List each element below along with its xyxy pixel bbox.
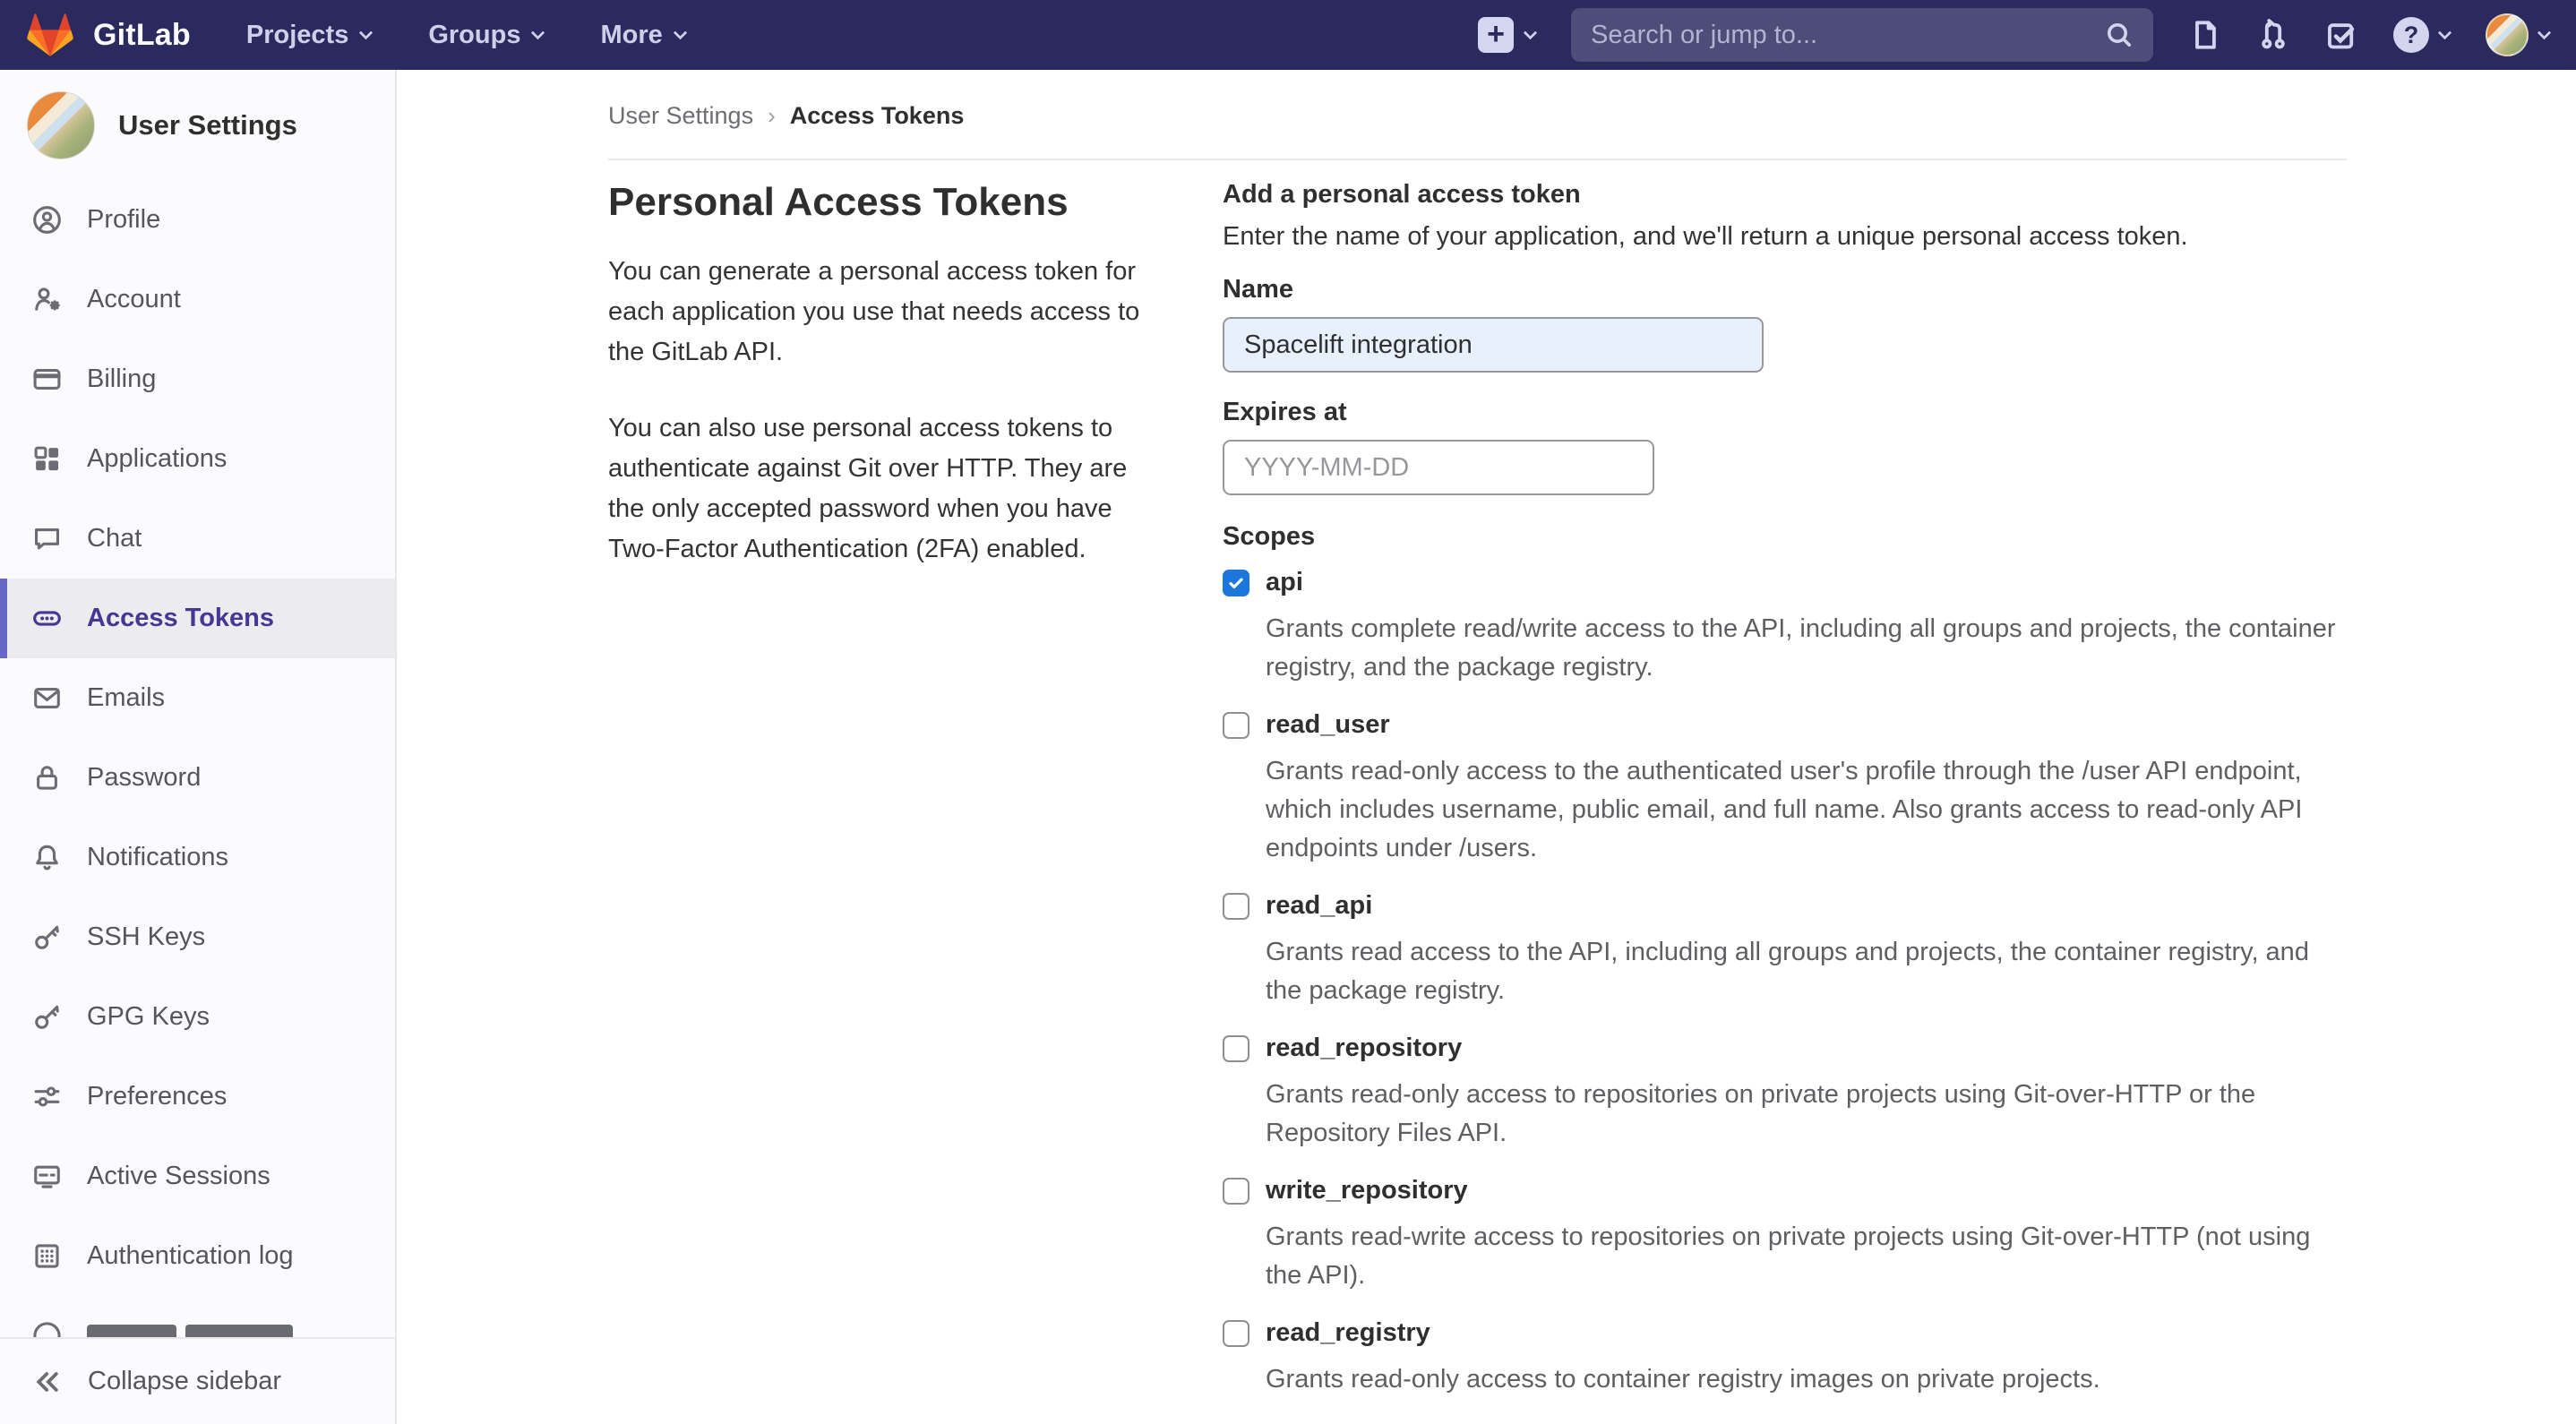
scopes-list [1223, 562, 2347, 1399]
sidebar-item-profile[interactable] [0, 180, 395, 260]
scope-description: Grants read-only access to container registry images on private projects. [1266, 1365, 2100, 1394]
scope-name: read_api [1266, 891, 1373, 920]
scope-name: read_repository [1266, 1034, 1463, 1062]
menu-projects[interactable] [246, 21, 371, 50]
sidebar-item-label: Password [87, 763, 202, 792]
sidebar-item-authentication-log[interactable] [0, 1216, 395, 1296]
scope-name: read_user [1266, 710, 1390, 739]
scope-read_registry [1223, 1313, 2347, 1399]
breadcrumb [608, 102, 2347, 130]
global-search[interactable] [1571, 8, 2153, 62]
help-menu-button[interactable] [2393, 17, 2450, 53]
scope-api-row[interactable] [1223, 562, 2347, 603]
gitlab-tanuki-logo-icon [27, 13, 73, 57]
monitor-icon [32, 1162, 62, 1191]
token-icon [32, 604, 62, 633]
scope-description: Grants read-only access to the authenticated user's profile through the /user API endpoint, which includes username, public email, and full name. Also grants access to read-only API endpoints under /users. [1266, 757, 2303, 862]
form-heading: Add a personal access token [1223, 180, 1581, 209]
intro-paragraph: You can also use personal access tokens to authenticate against Git over HTTP. They are the only accepted password when you have Two-Factor Authentication (2FA) enabled. [608, 414, 1128, 563]
expires-at-input[interactable] [1244, 453, 1606, 483]
sidebar-title: User Settings [118, 109, 297, 141]
gitlab-home-link[interactable] [27, 13, 191, 57]
scope-api-checkbox[interactable] [1223, 570, 1249, 596]
apps-icon [32, 444, 62, 474]
navbar-menus [246, 21, 685, 50]
sidebar-item-label: Notifications [87, 843, 228, 871]
sidebar-item-gpg-keys[interactable] [0, 977, 395, 1057]
expires-at-field[interactable] [1223, 440, 1654, 495]
scope-description: Grants complete read/write access to the API, including all groups and projects, the container registry, and the package registry. [1266, 614, 2336, 682]
add-token-form [1223, 180, 2347, 1417]
scope-description: Grants read access to the API, including all groups and projects, the container registry, and the package registry. [1266, 938, 2309, 1005]
issues-icon[interactable] [2189, 19, 2221, 51]
sidebar-item-label: Applications [87, 444, 228, 473]
todo-check-icon[interactable] [2325, 19, 2357, 51]
sidebar-item-access-tokens[interactable] [0, 579, 395, 658]
sidebar-item-label: Access Tokens [87, 604, 275, 632]
mail-icon [32, 683, 62, 713]
checkmark-icon [1226, 573, 1246, 593]
scope-api [1223, 562, 2347, 687]
token-name-input[interactable] [1223, 317, 1764, 373]
new-menu-button[interactable] [1478, 17, 1535, 53]
calendar-icon[interactable] [1606, 452, 1636, 483]
scope-read_repository [1223, 1028, 2347, 1153]
sidebar-item-label: Account [87, 285, 181, 313]
scope-description: Grants read-write access to repositories on private projects using Git-over-HTTP (not using the API). [1266, 1222, 2311, 1290]
search-input[interactable] [1591, 21, 2105, 50]
account-icon [32, 285, 62, 314]
expires-label: Expires at [1223, 398, 1347, 426]
chevron-down-icon [2438, 25, 2452, 39]
settings-sidebar [0, 70, 397, 1424]
name-label: Name [1223, 275, 1293, 304]
sidebar-item-label: SSH Keys [87, 922, 206, 951]
scope-read_user-checkbox[interactable] [1223, 712, 1249, 739]
sidebar-item-preferences[interactable] [0, 1057, 395, 1137]
menu-groups[interactable] [428, 21, 543, 50]
scope-read_api [1223, 886, 2347, 1010]
breadcrumb-separator: › [768, 102, 776, 129]
key-icon [32, 1002, 62, 1032]
menu-label: Projects [245, 20, 349, 49]
chat-icon [32, 524, 62, 553]
top-navbar [0, 0, 2576, 70]
plus-icon: + [1478, 17, 1514, 53]
grid3-icon [32, 1241, 62, 1271]
brand-title: GitLab [93, 17, 191, 52]
bell-icon [32, 843, 62, 872]
scope-write_repository-row[interactable] [1223, 1171, 2347, 1211]
sidebar-item-active-sessions[interactable] [0, 1137, 395, 1216]
page-intro [608, 180, 1168, 1417]
scope-name: api [1266, 568, 1303, 596]
collapse-chevrons-icon [32, 1367, 63, 1397]
scope-read_api-row[interactable] [1223, 886, 2347, 926]
sidebar-item-label: Active Sessions [87, 1162, 270, 1190]
chevron-down-icon [1524, 25, 1538, 39]
chevron-down-icon [531, 25, 545, 39]
menu-label: Groups [428, 20, 521, 49]
search-icon [2105, 21, 2134, 49]
sidebar-item-label: GPG Keys [87, 1002, 210, 1031]
sliders-icon [32, 1082, 62, 1111]
sidebar-item-ssh-keys[interactable] [0, 897, 395, 977]
scope-write_repository [1223, 1171, 2347, 1295]
sidebar-item-label: Profile [87, 205, 161, 234]
scope-write_repository-checkbox[interactable] [1223, 1178, 1249, 1205]
scope-description: Grants read-only access to repositories on private projects using Git-over-HTTP or the Repository Files API. [1266, 1080, 2256, 1147]
help-icon: ? [2393, 17, 2429, 53]
key-icon [32, 922, 62, 952]
user-icon [32, 205, 62, 235]
main-content [397, 70, 2576, 1424]
collapse-sidebar-label: Collapse sidebar [88, 1367, 282, 1395]
menu-label: More [600, 20, 663, 49]
scope-read_repository-checkbox[interactable] [1223, 1035, 1249, 1062]
sidebar-item-label: Authentication log [87, 1241, 294, 1270]
sidebar-item-chat[interactable] [0, 499, 395, 579]
breadcrumb-user-settings[interactable]: User Settings [608, 102, 754, 129]
scope-read_user [1223, 705, 2347, 868]
chevron-down-icon [359, 25, 374, 39]
chevron-down-icon [673, 25, 687, 39]
scope-name: write_repository [1266, 1176, 1468, 1205]
sidebar-item-label: Billing [87, 365, 157, 393]
scope-read_registry-row[interactable] [1223, 1313, 2347, 1353]
intro-paragraph: You can generate a personal access token for each application you use that needs access to the GitLab API. [608, 257, 1140, 366]
avatar [27, 91, 95, 159]
sidebar-item-applications[interactable] [0, 419, 395, 499]
scope-read_repository-row[interactable] [1223, 1028, 2347, 1068]
chevron-down-icon [2537, 25, 2552, 39]
sidebar-nav [0, 180, 395, 1376]
scope-read_api-checkbox[interactable] [1223, 893, 1249, 920]
sidebar-item-password[interactable] [0, 738, 395, 818]
scopes-label: Scopes [1223, 522, 1316, 551]
sidebar-item-label: Preferences [87, 1082, 228, 1111]
sidebar-item-label: Chat [87, 524, 142, 553]
sidebar-header [0, 70, 395, 159]
sidebar-item-notifications[interactable] [0, 818, 395, 897]
avatar [2486, 13, 2529, 56]
breadcrumb-current: Access Tokens [789, 102, 965, 129]
user-menu-button[interactable] [2486, 13, 2549, 56]
sidebar-item-emails[interactable] [0, 658, 395, 738]
scope-name: read_registry [1266, 1318, 1430, 1347]
form-subheading: Enter the name of your application, and we'll return a unique personal access token. [1223, 222, 2188, 251]
scope-read_user-row[interactable] [1223, 705, 2347, 745]
scope-read_registry-checkbox[interactable] [1223, 1320, 1249, 1347]
sidebar-item-account[interactable] [0, 260, 395, 339]
lock-icon [32, 763, 62, 793]
page-title: Personal Access Tokens [608, 180, 1069, 224]
sidebar-item-label: Emails [87, 683, 166, 712]
merge-request-icon[interactable] [2257, 19, 2289, 51]
card-icon [32, 365, 62, 394]
menu-more[interactable] [600, 21, 684, 50]
sidebar-item-billing[interactable] [0, 339, 395, 419]
collapse-sidebar-button[interactable] [0, 1337, 395, 1424]
